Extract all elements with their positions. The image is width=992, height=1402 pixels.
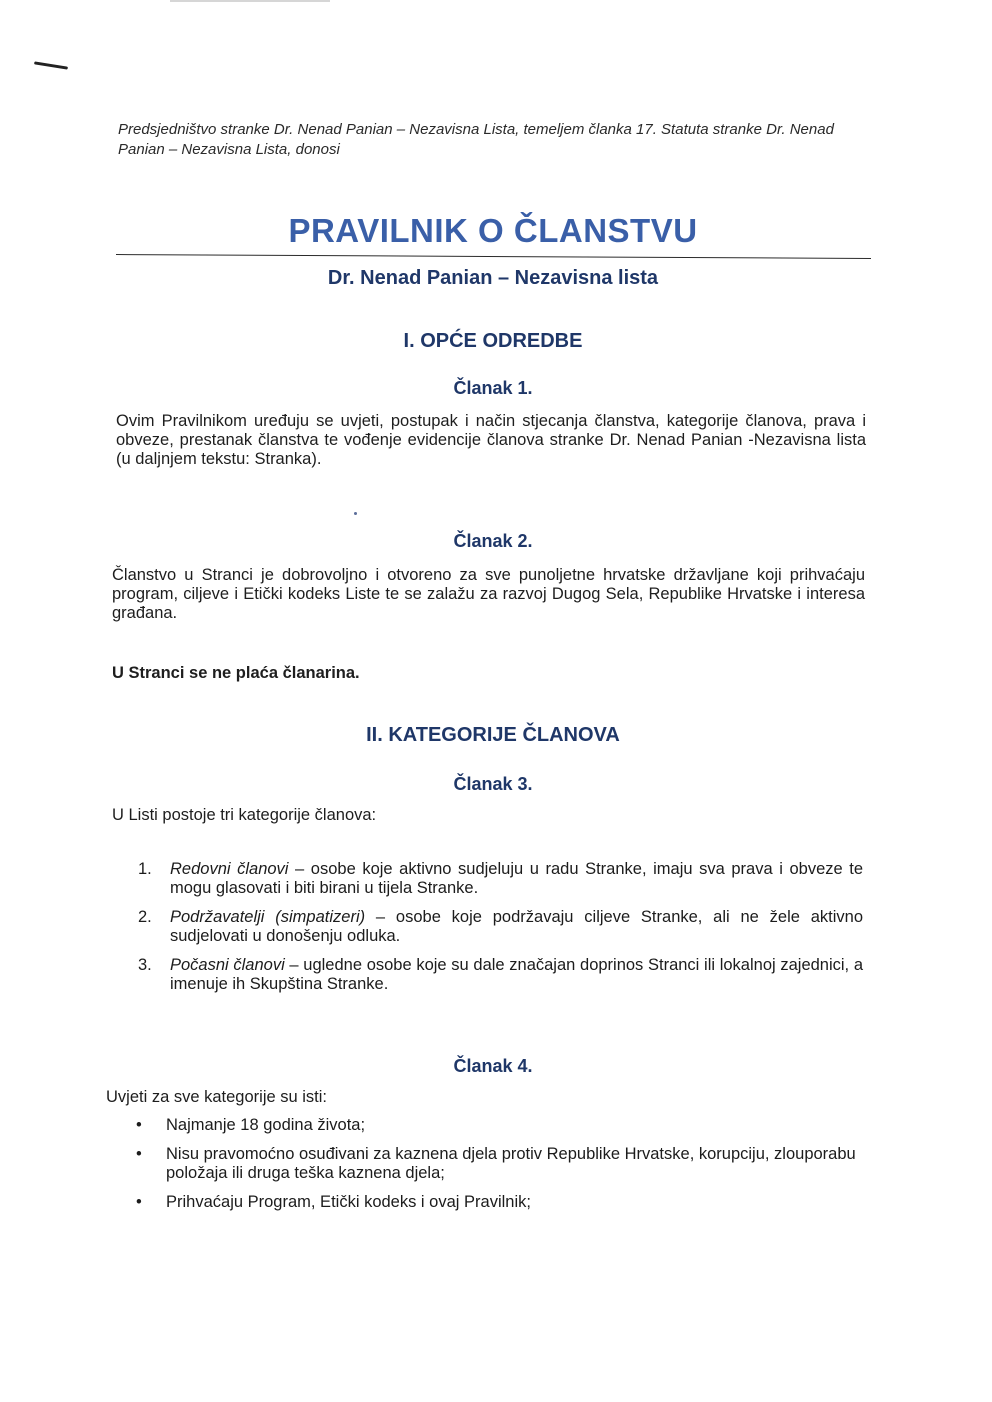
- intro-paragraph: Predsjedništvo stranke Dr. Nenad Panian – Nezavisna Lista, temeljem članka 17. Statuta stranke Dr. Nenad Panian – Nezavisna Lista, donosi: [118, 121, 834, 158]
- list-item-number: 2.: [138, 908, 152, 926]
- list-item-term: Počasni članovi: [170, 956, 285, 974]
- article-3-label: Članak 3.: [453, 774, 533, 794]
- list-item-number: 3.: [138, 956, 152, 974]
- article-2-text: Članstvo u Stranci je dobrovoljno i otvoreno za sve punoljetne hrvatske državljane koji prihvaćaju program, ciljeve i Etički kodeks Liste te se zalažu za razvoj Dugog Sela, Republike Hrvatske i interesa građana.: [112, 566, 865, 622]
- list-item-text: – osobe koje podržavaju ciljeve Stranke, ali ne žele aktivno sudjelovati u donošenju odluka.: [170, 908, 864, 945]
- section-heading-1: I. OPĆE ODREDBE: [403, 330, 583, 352]
- document-subtitle: Dr. Nenad Panian – Nezavisna lista: [327, 267, 659, 289]
- membership-fee-note: U Stranci se ne plaća članarina.: [112, 664, 360, 682]
- scan-artifact-top: [170, 0, 330, 2]
- bullet-icon: •: [136, 1193, 142, 1211]
- list-item-text: Najmanje 18 godina života;: [166, 1116, 366, 1134]
- article-2-label: Članak 2.: [453, 531, 533, 551]
- list-item-text: Prihvaćaju Program, Etički kodeks i ovaj Pravilnik;: [166, 1193, 531, 1211]
- list-item-text: – osobe koje aktivno sudjeluju u radu Stranke, imaju sva prava i obveze te mogu glasovati i biti birani u tijela Stranke.: [170, 860, 864, 897]
- article-4-intro: Uvjeti za sve kategorije su isti:: [106, 1088, 328, 1106]
- list-item: [138, 908, 863, 946]
- article-1-label: Članak 1.: [453, 378, 533, 398]
- scan-artifact-mark: [34, 61, 68, 69]
- list-item: [134, 1145, 864, 1183]
- membership-conditions-list: [134, 1116, 864, 1222]
- list-item: [134, 1193, 864, 1212]
- article-3-intro: U Listi postoje tri kategorije članova:: [112, 806, 377, 824]
- list-item: [134, 1116, 864, 1135]
- document-title: PRAVILNIK O ČLANSTVU: [288, 212, 698, 249]
- scan-speck: [354, 512, 357, 515]
- list-item-term: Podržavatelji (simpatizeri): [170, 908, 366, 926]
- list-item: [138, 956, 863, 994]
- list-item-term: Redovni članovi: [170, 860, 289, 878]
- section-heading-2: II. KATEGORIJE ČLANOVA: [366, 724, 620, 746]
- list-item: [138, 860, 863, 898]
- title-divider: [116, 254, 871, 259]
- member-categories-list: [138, 860, 863, 1004]
- article-1-text: Ovim Pravilnikom uređuju se uvjeti, postupak i način stjecanja članstva, kategorije članova, prava i obveze, prestanak članstva te vođenje evidencije članova stranke Dr. Nenad Panian -Nezavisna lista (u daljnjem tekstu: Stranka).: [116, 412, 866, 468]
- bullet-icon: •: [136, 1116, 142, 1134]
- list-item-number: 1.: [138, 860, 152, 878]
- list-item-text: – ugledne osobe koje su dale značajan doprinos Stranci ili lokalnoj zajednici, a imenuje ih Skupština Stranke.: [170, 956, 863, 993]
- article-4-label: Članak 4.: [453, 1056, 533, 1076]
- list-item-text: Nisu pravomoćno osuđivani za kaznena djela protiv Republike Hrvatske, korupciju, zlouporabu položaja ili druga teška kaznena djela;: [166, 1145, 856, 1182]
- bullet-icon: •: [136, 1145, 142, 1163]
